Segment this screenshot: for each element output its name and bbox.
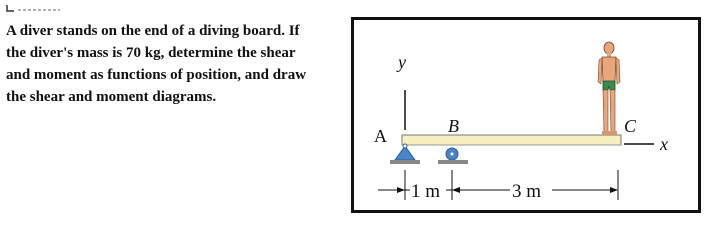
ground-b — [438, 160, 468, 164]
diver-leg-left — [603, 90, 608, 132]
diving-board-figure — [351, 17, 701, 213]
roller-center — [451, 153, 454, 156]
dimension-bc: 3 m — [512, 181, 542, 202]
diver-feet — [602, 131, 617, 135]
point-a-label: A — [374, 126, 387, 146]
point-c-label: C — [624, 116, 637, 136]
diver-leg-right — [610, 90, 615, 132]
dim-arrow-c — [610, 187, 618, 193]
dimension-ab: 1 m — [411, 181, 441, 202]
problem-line-3: and moment as functions of position, and draw — [6, 67, 307, 83]
diver-arm-left — [598, 58, 602, 84]
diver-neck — [607, 53, 611, 57]
problem-line-2: the diver's mass is 70 kg, determine the shear — [6, 45, 296, 61]
y-axis-label: y — [398, 52, 406, 72]
pin-a — [403, 144, 407, 148]
diver-arm-right — [616, 58, 620, 84]
dim-arrow-a — [397, 187, 405, 193]
diver — [598, 42, 620, 135]
point-b-label: B — [448, 116, 459, 136]
header-mark — [6, 4, 62, 12]
ground-a — [390, 160, 420, 164]
problem-line-1: A diver stands on the end of a diving board. If — [6, 23, 300, 39]
problem-statement — [6, 20, 346, 108]
x-axis-label: x — [660, 134, 668, 154]
diver-torso — [602, 57, 616, 82]
diver-trunks — [603, 81, 615, 90]
figure-drawing — [354, 20, 704, 216]
diving-board — [402, 135, 621, 145]
dim-arrow-b-left — [452, 187, 460, 193]
problem-line-4: the shear and moment diagrams. — [6, 89, 217, 105]
